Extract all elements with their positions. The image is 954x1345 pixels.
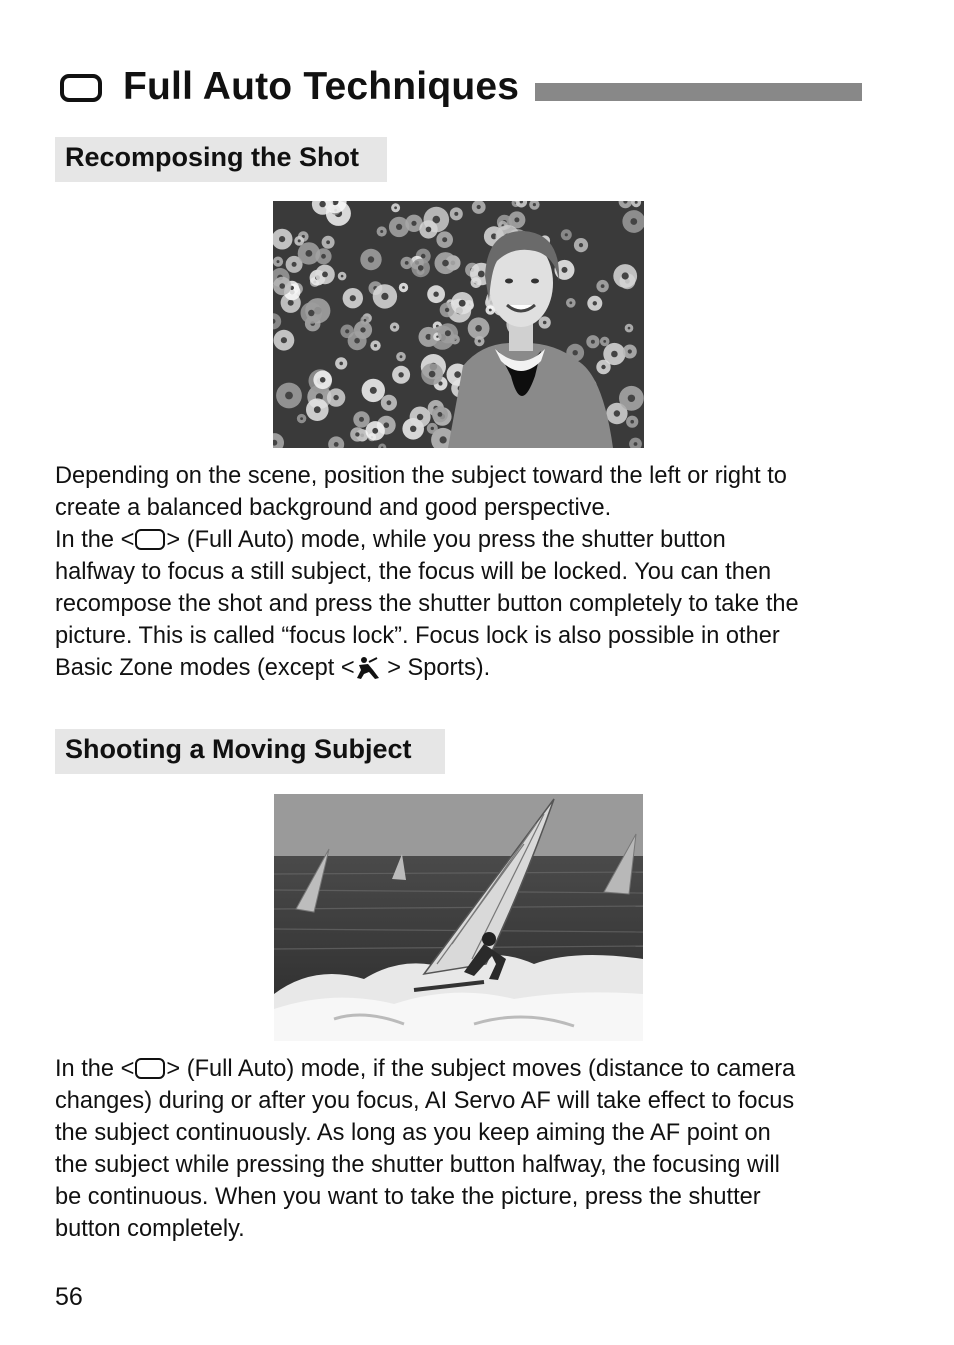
- text-fragment: Basic Zone modes (except <: [55, 655, 355, 681]
- text-fragment: > (Full Auto) mode, while you press the shutter button: [166, 527, 726, 553]
- section-heading-label: Recomposing the Shot: [65, 142, 360, 172]
- sports-mode-icon: [355, 656, 381, 680]
- page-number: 56: [55, 1283, 83, 1311]
- text-line: button completely.: [55, 1216, 245, 1242]
- text-line: the subject continuously. As long as you keep aiming the AF point on: [55, 1120, 771, 1146]
- section-heading-recomposing: [55, 137, 387, 182]
- full-auto-mode-icon: [135, 529, 165, 550]
- full-auto-mode-icon: [60, 74, 102, 102]
- section-heading-moving-subject: [55, 729, 445, 774]
- text-line: [55, 1053, 875, 1085]
- recomposing-paragraph: [55, 460, 875, 684]
- text-fragment: In the <: [55, 527, 135, 553]
- text-line: [55, 652, 875, 684]
- moving-subject-paragraph: [55, 1053, 875, 1245]
- section-heading-label: Shooting a Moving Subject: [65, 734, 412, 764]
- text-line: be continuous. When you want to take the picture, press the shutter: [55, 1184, 761, 1210]
- text-line: [55, 524, 875, 556]
- text-line: changes) during or after you focus, AI Servo AF will take effect to focus: [55, 1088, 795, 1114]
- title-rule: [535, 83, 862, 101]
- full-auto-mode-icon: [135, 1058, 165, 1079]
- text-fragment: > (Full Auto) mode, if the subject moves (distance to camera: [166, 1056, 796, 1082]
- page-header: [58, 62, 864, 114]
- text-line: the subject while pressing the shutter button halfway, the focusing will: [55, 1152, 780, 1178]
- text-line: halfway to focus a still subject, the focus will be locked. You can then: [55, 559, 772, 585]
- text-line: create a balanced background and good perspective.: [55, 495, 612, 521]
- text-line: recompose the shot and press the shutter button completely to take the: [55, 591, 799, 617]
- text-line: picture. This is called “focus lock”. Focus lock is also possible in other: [55, 623, 780, 649]
- page-title: Full Auto Techniques: [123, 65, 520, 108]
- woman-in-flower-field-photo: [273, 201, 644, 448]
- text-fragment: In the <: [55, 1056, 135, 1082]
- text-fragment: > Sports).: [380, 655, 491, 681]
- windsurfer-on-waves-photo: [274, 794, 643, 1041]
- text-line: Depending on the scene, position the subject toward the left or right to: [55, 463, 787, 489]
